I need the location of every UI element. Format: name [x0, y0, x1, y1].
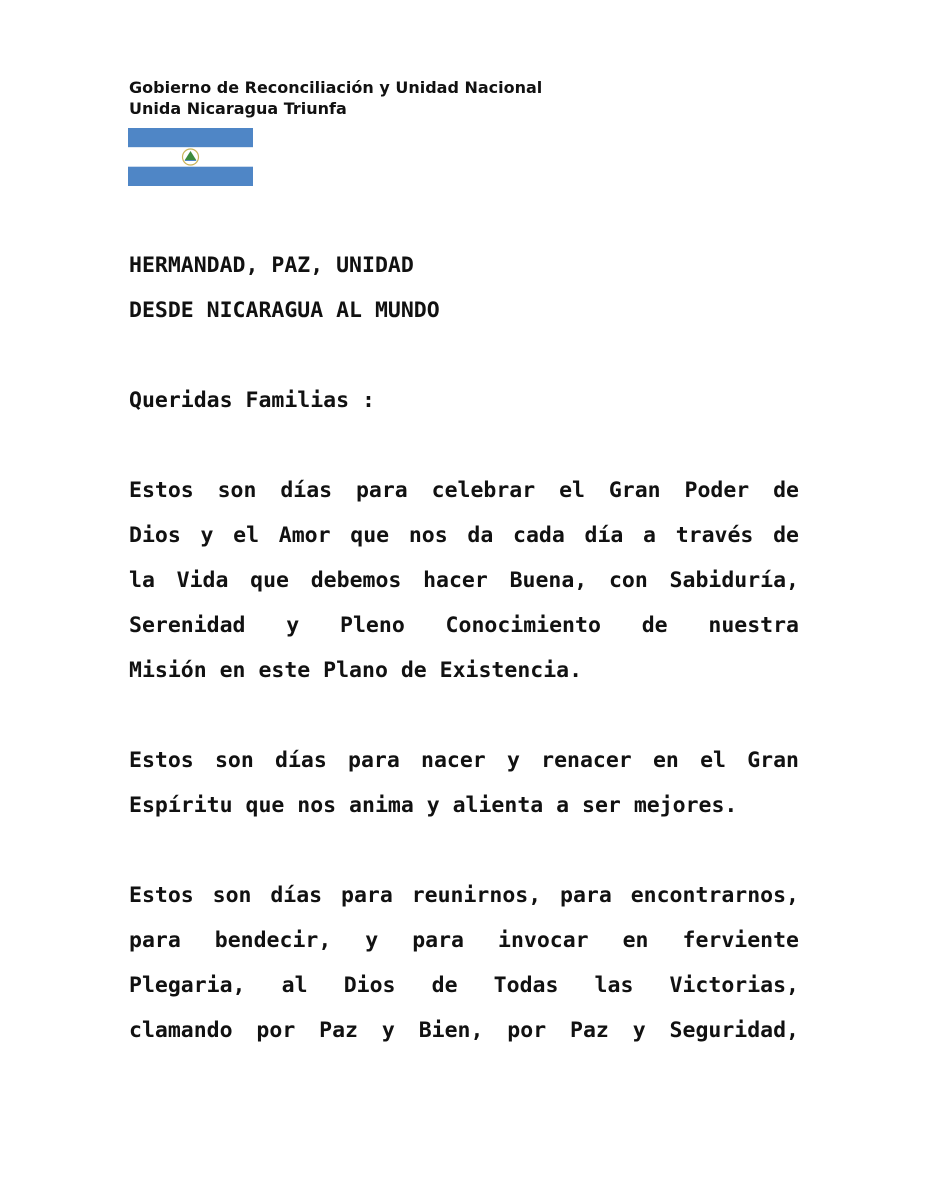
paragraph-line: Espíritu que nos anima y alienta a ser mejores.: [129, 793, 738, 818]
paragraph-1: [129, 468, 799, 693]
heading: [129, 243, 799, 333]
letterhead-slogan: Unida Nicaragua Triunfa: [129, 99, 347, 118]
heading-line: DESDE NICARAGUA AL MUNDO: [129, 298, 440, 323]
paragraph-line: la Vida que debemos hacer Buena, con Sabiduría,: [129, 568, 799, 593]
paragraph-line: para bendecir, y para invocar en ferviente: [129, 928, 799, 953]
salutation: [129, 378, 799, 423]
paragraph-line: Misión en este Plano de Existencia.: [129, 658, 583, 683]
paragraph-2: [129, 738, 799, 828]
paragraph-line: Serenidad y Pleno Conocimiento de nuestra: [129, 613, 799, 638]
paragraph-line: Estos son días para celebrar el Gran Poder de: [129, 478, 799, 503]
heading-line: HERMANDAD, PAZ, UNIDAD: [129, 253, 414, 278]
letterhead: [129, 77, 542, 119]
nicaragua-flag-icon: [128, 128, 253, 186]
paragraph-line: Plegaria, al Dios de Todas las Victorias,: [129, 973, 799, 998]
paragraph-3: [129, 873, 799, 1053]
paragraph-line: Estos son días para reunirnos, para encontrarnos,: [129, 883, 799, 908]
paragraph-line: Estos son días para nacer y renacer en el Gran: [129, 748, 799, 773]
salutation-text: Queridas Familias :: [129, 388, 375, 413]
paragraph-line: clamando por Paz y Bien, por Paz y Seguridad,: [129, 1018, 799, 1043]
letterhead-government-name: Gobierno de Reconciliación y Unidad Nacional: [129, 78, 543, 97]
paragraph-line: Dios y el Amor que nos da cada día a través de: [129, 523, 799, 548]
